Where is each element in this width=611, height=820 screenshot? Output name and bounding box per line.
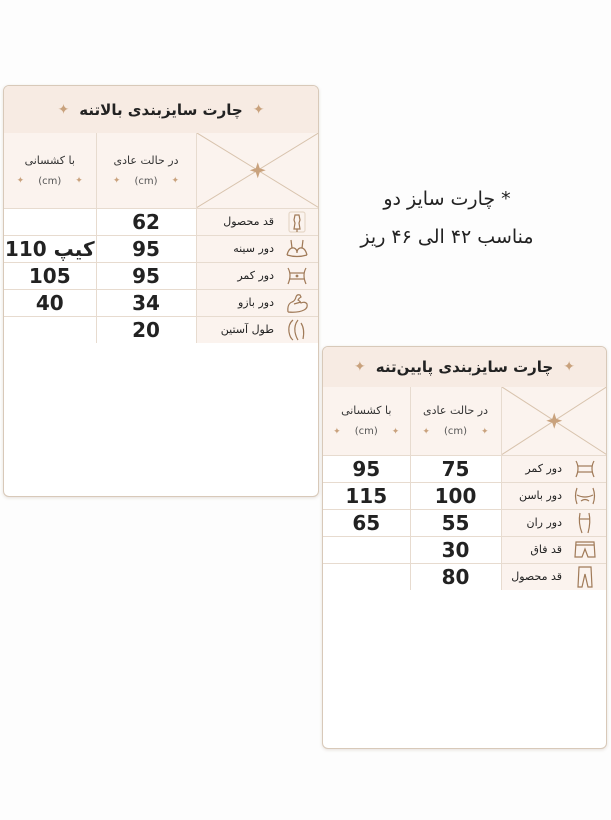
note-line-1: * چارت سایز دو <box>383 188 511 210</box>
column-header-normal: در حالت عادی ✦ (cm) ✦ <box>96 133 196 208</box>
sparkle-icon: ✦ <box>112 176 121 187</box>
unit-label: (cm) <box>38 175 62 187</box>
note-line-2: مناسب ۴۲ الی ۴۶ ریز <box>360 226 534 248</box>
normal-value-cell: 80 <box>410 563 501 590</box>
chart-title: چارت سایزبندی پایین‌تنه <box>375 358 554 376</box>
stretch-value-cell: 95 <box>323 455 410 482</box>
row-label-cell: دور باسن <box>501 482 606 509</box>
normal-value-cell: 75 <box>410 455 501 482</box>
lower-body-size-chart <box>322 346 607 749</box>
stretch-value-cell: 105 <box>4 262 96 289</box>
stretch-value-cell <box>323 563 410 590</box>
row-label-cell: دور سینه <box>196 235 318 262</box>
sparkle-icon: ✦ <box>171 176 180 187</box>
normal-value-cell: 100 <box>410 482 501 509</box>
sparkle-icon: ✦ <box>563 359 575 375</box>
corner-cell <box>501 387 606 455</box>
sparkle-icon: ✦ <box>16 176 25 187</box>
row-label-cell: دور کمر <box>501 455 606 482</box>
bra-icon <box>284 236 310 262</box>
unit-label: (cm) <box>354 426 378 438</box>
row-label-cell: قد محصول <box>501 563 606 590</box>
sparkle-icon: ✦ <box>75 176 83 187</box>
chart-title-bar <box>323 347 606 388</box>
unit-label: (cm) <box>443 426 468 438</box>
row-label-cell: دور کمر <box>196 262 318 289</box>
row-label-cell: دور ران <box>501 509 606 536</box>
normal-value-cell: 20 <box>96 316 196 343</box>
row-label-cell: طول آستین <box>196 316 318 343</box>
stretch-value-cell <box>323 536 410 563</box>
stretch-value-cell: 65 <box>323 509 410 536</box>
column-header-stretch: با کشسانی ✦ (cm) ✦ <box>4 133 96 208</box>
size-table <box>4 133 318 343</box>
sparkle-icon: ✦ <box>422 426 430 437</box>
pants-icon <box>572 564 598 590</box>
normal-value-cell: 30 <box>410 536 501 563</box>
column-header-normal: در حالت عادی ✦ (cm) ✦ <box>410 387 501 455</box>
sparkle-icon: ✦ <box>57 101 70 118</box>
thigh-icon <box>572 510 598 536</box>
row-label-cell: قد محصول <box>196 208 318 235</box>
stretch-value-cell <box>4 316 96 343</box>
normal-value-cell: 55 <box>410 509 501 536</box>
diagonal-lines-icon <box>502 387 607 455</box>
stretch-value-cell: 110 کیپ <box>4 236 95 261</box>
hip-icon <box>572 483 598 509</box>
sparkle-icon: ✦ <box>354 359 366 375</box>
shorts-icon <box>572 537 598 563</box>
arm-icon <box>284 290 310 316</box>
stretch-value-cell: 115 <box>323 482 410 509</box>
normal-value-cell: 62 <box>96 208 196 235</box>
size-table <box>323 387 606 590</box>
normal-value-cell: 95 <box>96 262 196 289</box>
row-label-cell: دور بازو <box>196 289 318 316</box>
diagonal-lines-icon <box>197 133 319 208</box>
sparkle-icon: ✦ <box>252 101 265 118</box>
stretch-value-cell: 40 <box>4 289 96 316</box>
size-note <box>322 180 572 256</box>
sleeve-icon <box>284 317 310 343</box>
dress-form-icon <box>284 209 310 235</box>
normal-value-cell: 95 <box>96 235 196 262</box>
row-label-cell: قد فاق <box>501 536 606 563</box>
column-header-stretch: با کشسانی ✦ (cm) ✦ <box>323 387 410 455</box>
normal-value-cell: 34 <box>96 289 196 316</box>
sparkle-icon: ✦ <box>481 426 489 437</box>
waist-icon <box>284 263 310 289</box>
upper-body-size-chart <box>3 85 319 497</box>
unit-label: (cm) <box>134 175 158 187</box>
sparkle-icon: ✦ <box>391 426 400 437</box>
waist-icon <box>572 456 598 482</box>
chart-title-bar <box>4 86 318 134</box>
chart-title: چارت سایزبندی بالاتنه <box>79 100 243 119</box>
corner-cell <box>196 133 318 208</box>
sparkle-icon: ✦ <box>333 426 341 437</box>
stretch-value-cell <box>4 208 96 235</box>
